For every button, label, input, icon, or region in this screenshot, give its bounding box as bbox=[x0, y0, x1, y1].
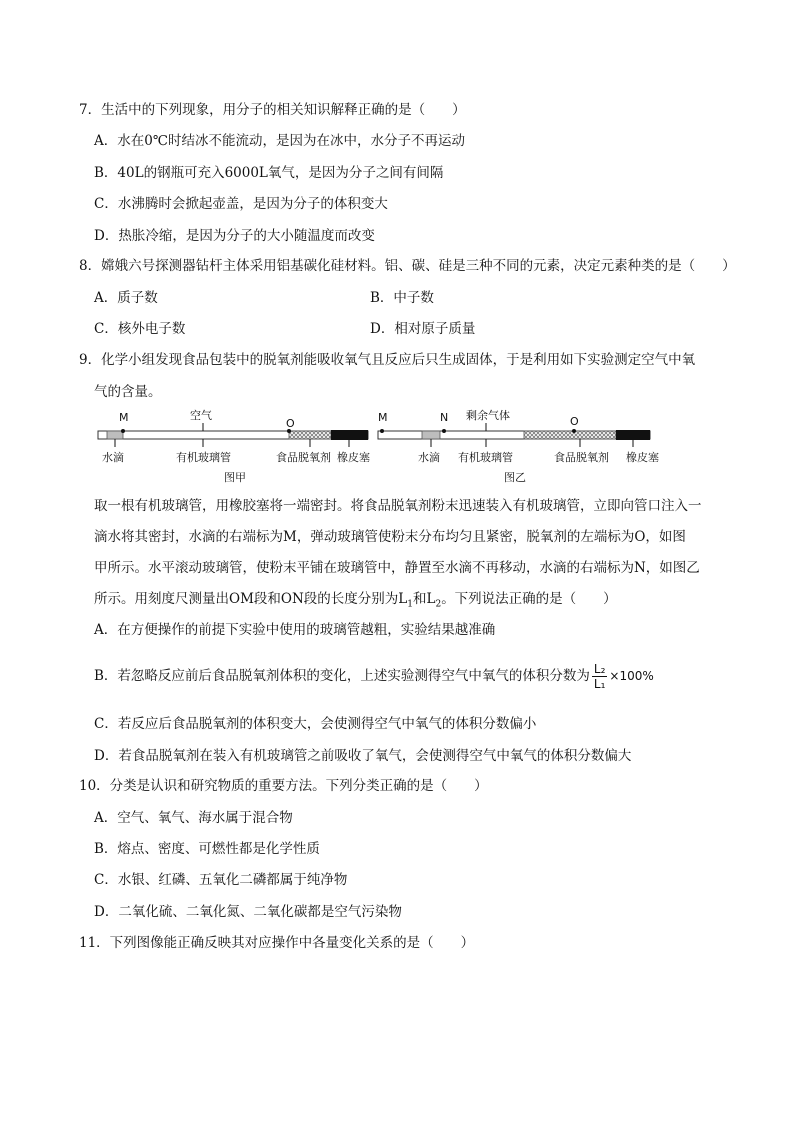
rubber-stopper bbox=[331, 430, 368, 440]
q8-option-c: C．核外电子数 bbox=[94, 321, 186, 337]
q10-option-a: A．空气、氧气、海水属于混合物 bbox=[94, 810, 293, 826]
q9-option-d: D．若食品脱氧剂在装入有机玻璃管之前吸收了氧气，会使测得空气中氧气的体积分数偏大 bbox=[94, 748, 632, 764]
q8-option-a: A．质子数 bbox=[94, 290, 158, 306]
q9-option-b bbox=[94, 659, 654, 693]
fraction-denominator: L₁ bbox=[593, 677, 606, 691]
q7-option-a: A．水在0℃时结冰不能流动，是因为在冰中，水分子不再运动 bbox=[94, 133, 465, 149]
q8-stem: 8．嫦娥六号探测器钻杆主体采用铝基碳化硅材料。铝、碳、硅是三种不同的元素，决定元素种类的是（ ） bbox=[79, 258, 736, 274]
q7-option-c: C．水沸腾时会掀起壶盖，是因为分子的体积变大 bbox=[94, 196, 388, 212]
label-water: 水滴 bbox=[102, 451, 124, 464]
label-tube: 有机玻璃管 bbox=[176, 451, 231, 464]
water-drop bbox=[107, 431, 123, 439]
label-water: 水滴 bbox=[418, 451, 440, 464]
q9-stem-line2: 气的含量。 bbox=[94, 384, 162, 400]
marker-m bbox=[121, 429, 125, 433]
q9-para-1: 取一根有机玻璃管，用橡胶塞将一端密封。将食品脱氧剂粉末迅速装入有机玻璃管，立即向管口注入一 bbox=[94, 498, 702, 514]
q8-option-d: D．相对原子质量 bbox=[370, 321, 476, 337]
q9-figure-yi bbox=[374, 405, 664, 487]
label-tube: 有机玻璃管 bbox=[458, 451, 513, 464]
q9-option-c: C．若反应后食品脱氧剂的体积变大，会使测得空气中氧气的体积分数偏小 bbox=[94, 716, 537, 732]
deoxidizer-powder bbox=[289, 431, 331, 439]
label-stopper: 橡皮塞 bbox=[337, 451, 370, 464]
q10-option-b: B．熔点、密度、可燃性都是化学性质 bbox=[94, 841, 320, 857]
q9-option-a: A．在方便操作的前提下实验中使用的玻璃管越粗，实验结果越准确 bbox=[94, 622, 496, 638]
q7-stem: 7．生活中的下列现象，用分子的相关知识解释正确的是（ ） bbox=[79, 102, 466, 118]
subscript-2: 2 bbox=[435, 599, 442, 610]
subscript-1: 1 bbox=[407, 599, 413, 610]
rubber-stopper bbox=[616, 430, 650, 440]
q9-para-4-a: 所示。用刻度尺测量出OM段和ON段的长度分别为L bbox=[94, 591, 408, 607]
fraction bbox=[592, 662, 608, 691]
q7-option-b: B．40L的钢瓶可充入6000L氧气，是因为分子之间有间隔 bbox=[94, 165, 444, 181]
label-o: O bbox=[286, 417, 295, 430]
label-m: M bbox=[378, 411, 388, 424]
q9-figure-jia bbox=[94, 405, 374, 487]
caption-jia: 图甲 bbox=[224, 471, 246, 484]
label-o: O bbox=[570, 415, 579, 428]
label-agent: 食品脱氧剂 bbox=[554, 451, 609, 464]
label-m: M bbox=[119, 411, 129, 424]
q9-option-b-prefix: B．若忽略反应前后食品脱氧剂体积的变化，上述实验测得空气中氧气的体积分数为 bbox=[94, 668, 590, 684]
q7-option-d: D．热胀冷缩，是因为分子的大小随温度而改变 bbox=[94, 228, 375, 244]
deoxidizer-powder bbox=[524, 431, 616, 439]
q9-option-b-suffix: ×100% bbox=[609, 669, 654, 683]
q8-option-b: B．中子数 bbox=[370, 290, 434, 306]
fraction-numerator: L₂ bbox=[593, 662, 606, 676]
caption-yi: 图乙 bbox=[504, 471, 526, 484]
q9-para-4-b: 和L bbox=[412, 591, 436, 607]
marker-o bbox=[572, 429, 576, 433]
label-n: N bbox=[440, 411, 449, 424]
water-drop bbox=[422, 431, 440, 439]
label-rest-gas: 剩余气体 bbox=[466, 409, 510, 422]
q10-stem: 10．分类是认识和研究物质的重要方法。下列分类正确的是（ ） bbox=[79, 778, 488, 794]
label-air: 空气 bbox=[190, 409, 212, 422]
q9-para-2: 滴水将其密封，水滴的右端标为M，弹动玻璃管使粉末分布均匀且紧密，脱氧剂的左端标为O，如图 bbox=[94, 529, 686, 545]
marker-n bbox=[442, 429, 446, 433]
q9-stem-line1: 9．化学小组发现食品包装中的脱氧剂能吸收氧气且反应后只生成固体，于是利用如下实验测定空气中氧 bbox=[79, 352, 696, 368]
q9-para-4-c: 。下列说法正确的是（ ） bbox=[441, 591, 617, 607]
q9-para-3: 甲所示。水平滚动玻璃管，使粉末平铺在玻璃管中，静置至水滴不再移动，水滴的右端标为N，如图乙 bbox=[94, 560, 700, 576]
label-agent: 食品脱氧剂 bbox=[276, 451, 331, 464]
q9-para-4 bbox=[94, 589, 617, 615]
q10-option-c: C．水银、红磷、五氧化二磷都属于纯净物 bbox=[94, 872, 348, 888]
q11-stem: 11．下列图像能正确反映其对应操作中各量变化关系的是（ ） bbox=[79, 935, 475, 951]
q10-option-d: D．二氧化硫、二氧化氮、二氧化碳都是空气污染物 bbox=[94, 904, 402, 920]
label-stopper: 橡皮塞 bbox=[626, 451, 659, 464]
marker-m bbox=[380, 429, 384, 433]
